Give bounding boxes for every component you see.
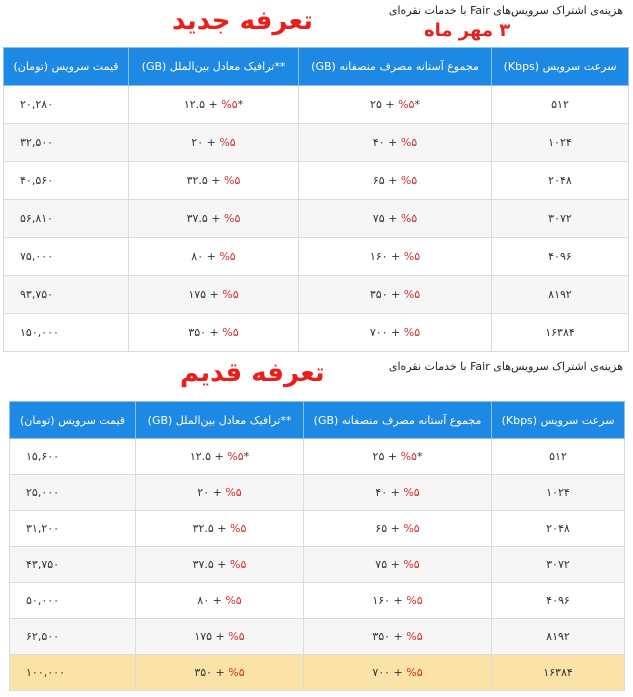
plus-sign: +: [384, 174, 401, 187]
base-value: ۲۰: [197, 486, 210, 499]
percent-extra: %۵: [406, 594, 423, 607]
cell-intl: [129, 314, 299, 352]
fair-value: [375, 558, 419, 571]
cell-speed: ۱۶۳۸۴: [492, 655, 625, 691]
cell-intl: [136, 583, 304, 619]
cell-price: ۶۲,۵۰۰: [10, 619, 136, 655]
cell-intl: [129, 124, 299, 162]
fair-value: [372, 666, 422, 679]
cell-fair: [299, 314, 492, 352]
asterisk: *: [416, 450, 423, 463]
plus-sign: +: [387, 558, 404, 571]
table-row: [4, 124, 629, 162]
plus-sign: +: [384, 450, 401, 463]
cell-fair: [299, 276, 492, 314]
plus-sign: +: [390, 630, 407, 643]
intl-value: [197, 486, 241, 499]
cell-intl: [136, 475, 304, 511]
percent-extra: %۵: [222, 288, 239, 301]
base-value: ۳۵۰: [188, 326, 207, 339]
table-row: [4, 314, 629, 352]
cell-price: ۳۲,۵۰۰: [4, 124, 129, 162]
cell-speed: ۴۰۹۶: [492, 583, 625, 619]
intl-value: [193, 558, 247, 571]
cell-fair: [299, 162, 492, 200]
new-tariff-title: تعرفه جدید: [172, 6, 313, 36]
base-value: ۲۰: [191, 136, 204, 149]
base-value: ۳۲.۵: [192, 522, 214, 535]
fair-value: [372, 630, 422, 643]
bottom-caption: هزینه‌ی اشتراک سرویس‌های Fair با خدمات نقره‌ای: [388, 360, 623, 373]
header-speed: سرعت سرویس (Kbps): [492, 402, 625, 439]
old-tariff-title: تعرفه قدیم: [180, 358, 325, 388]
percent-extra: %۵: [400, 450, 417, 463]
plus-sign: +: [213, 522, 231, 535]
cell-intl: [136, 439, 304, 475]
table-row: [4, 162, 629, 200]
cell-speed: ۵۱۲: [492, 439, 625, 475]
intl-value: [197, 594, 241, 607]
intl-value: [194, 666, 244, 679]
header-intl-traffic: **ترافیک معادل بین‌الملل (GB): [129, 48, 299, 86]
cell-speed: ۱۰۲۴: [492, 124, 629, 162]
table-row: [4, 238, 629, 276]
fair-value: [370, 288, 420, 301]
plus-sign: +: [209, 594, 226, 607]
percent-extra: %۵: [400, 212, 418, 225]
plus-sign: +: [384, 136, 401, 149]
percent-extra: %۵: [403, 522, 420, 535]
percent-extra: %۵: [224, 174, 241, 187]
base-value: ۸۰: [197, 594, 210, 607]
percent-extra: %۵: [400, 136, 418, 149]
intl-value: [187, 212, 241, 225]
percent-extra: %۵: [403, 558, 420, 571]
cell-speed: ۸۱۹۲: [492, 276, 629, 314]
base-value: ۷۰۰: [372, 666, 391, 679]
header-price: قیمت سرویس (تومان): [10, 402, 136, 439]
base-value: ۱۲.۵: [189, 450, 212, 463]
plus-sign: +: [384, 212, 401, 225]
percent-extra: %۵: [230, 558, 247, 571]
table-header-row: [4, 48, 629, 86]
plus-sign: +: [390, 666, 407, 679]
table-row: [10, 547, 625, 583]
base-value: ۱۷۵: [188, 288, 207, 301]
intl-value: [190, 450, 249, 463]
date-label: ۳ مهر ماه: [424, 20, 511, 41]
plus-sign: +: [387, 326, 404, 339]
intl-value: [193, 522, 247, 535]
base-value: ۱۶۰: [372, 594, 391, 607]
fair-value: [372, 594, 422, 607]
cell-fair: [304, 583, 492, 619]
percent-extra: %۵: [219, 136, 236, 149]
percent-extra: %۵: [403, 486, 420, 499]
intl-value: [191, 250, 235, 263]
base-value: ۱۷۵: [194, 630, 213, 643]
plus-sign: +: [209, 486, 226, 499]
base-value: ۲۵: [370, 98, 382, 111]
base-value: ۴۰: [372, 136, 385, 149]
cell-intl: [129, 86, 299, 124]
table-row: [10, 475, 625, 511]
percent-extra: %۵: [225, 486, 242, 499]
plus-sign: +: [213, 558, 231, 571]
base-value: ۳۵۰: [369, 288, 388, 301]
cell-speed: ۵۱۲: [492, 86, 629, 124]
percent-extra: %۵: [224, 212, 241, 225]
percent-extra: %۵: [398, 98, 415, 111]
percent-extra: %۵: [406, 630, 423, 643]
plus-sign: +: [203, 136, 220, 149]
table-row: [10, 619, 625, 655]
percent-extra: %۵: [219, 250, 236, 263]
percent-extra: %۵: [228, 666, 245, 679]
intl-value: [194, 630, 244, 643]
table-row: [4, 276, 629, 314]
cell-speed: ۴۰۹۶: [492, 238, 629, 276]
plus-sign: +: [207, 174, 225, 187]
base-value: ۷۵: [375, 558, 388, 571]
fair-value: [370, 326, 420, 339]
cell-fair: [304, 655, 492, 691]
cell-fair: [304, 619, 492, 655]
intl-value: [187, 174, 241, 187]
plus-sign: +: [211, 450, 228, 463]
intl-value: [188, 288, 238, 301]
percent-extra: %۵: [230, 522, 247, 535]
plus-sign: +: [212, 666, 229, 679]
percent-extra: %۵: [403, 326, 421, 339]
header-speed: سرعت سرویس (Kbps): [492, 48, 629, 86]
intl-value: [184, 98, 243, 111]
cell-intl: [129, 200, 299, 238]
cell-speed: ۸۱۹۲: [492, 619, 625, 655]
cell-fair: [304, 547, 492, 583]
table-row: [10, 439, 625, 475]
plus-sign: +: [387, 250, 404, 263]
base-value: ۴۰: [375, 486, 388, 499]
cell-intl: [136, 655, 304, 691]
cell-intl: [129, 276, 299, 314]
base-value: ۲۵: [372, 450, 385, 463]
cell-fair: [304, 475, 492, 511]
header-intl-traffic: **ترافیک معادل بین‌الملل (GB): [136, 402, 304, 439]
cell-speed: ۲۰۴۸: [492, 162, 629, 200]
cell-fair: [299, 238, 492, 276]
fair-value: [373, 450, 423, 463]
intl-value: [188, 326, 238, 339]
cell-price: ۲۵,۰۰۰: [10, 475, 136, 511]
intl-value: [191, 136, 235, 149]
base-value: ۳۷.۵: [192, 558, 214, 571]
percent-extra: %۵: [222, 326, 239, 339]
fair-value: [370, 98, 420, 111]
table-row: [10, 655, 625, 691]
plus-sign: +: [206, 326, 223, 339]
fair-value: [373, 136, 417, 149]
base-value: ۱۲.۵: [183, 98, 206, 111]
cell-intl: [136, 547, 304, 583]
cell-price: ۷۵,۰۰۰: [4, 238, 129, 276]
cell-intl: [136, 511, 304, 547]
plus-sign: +: [205, 98, 222, 111]
plus-sign: +: [206, 288, 223, 301]
base-value: ۸۰: [191, 250, 204, 263]
cell-price: ۳۱,۲۰۰: [10, 511, 136, 547]
base-value: ۳۷.۵: [186, 212, 208, 225]
plus-sign: +: [387, 288, 404, 301]
cell-speed: ۱۰۲۴: [492, 475, 625, 511]
base-value: ۷۵: [372, 212, 385, 225]
percent-extra: %۵: [225, 594, 242, 607]
plus-sign: +: [212, 630, 229, 643]
cell-fair: [304, 511, 492, 547]
fair-value: [373, 174, 417, 187]
cell-fair: [299, 124, 492, 162]
cell-speed: ۱۶۳۸۴: [492, 314, 629, 352]
fair-value: [375, 522, 419, 535]
table-row: [4, 86, 629, 124]
base-value: ۳۵۰: [372, 630, 391, 643]
plus-sign: +: [203, 250, 220, 263]
fair-value: [375, 486, 419, 499]
cell-fair: [299, 86, 492, 124]
header-fair-threshold: مجموع آستانه مصرف منصفانه (GB): [299, 48, 492, 86]
percent-extra: %۵: [227, 450, 244, 463]
asterisk: *: [237, 98, 244, 111]
percent-extra: %۵: [403, 250, 421, 263]
cell-fair: [304, 439, 492, 475]
new-tariff-table: [3, 47, 629, 352]
base-value: ۳۲.۵: [186, 174, 208, 187]
cell-fair: [299, 200, 492, 238]
percent-extra: %۵: [221, 98, 238, 111]
percent-extra: %۵: [228, 630, 245, 643]
cell-speed: ۳۰۷۲: [492, 547, 625, 583]
cell-price: ۱۵۰,۰۰۰: [4, 314, 129, 352]
base-value: ۶۵: [372, 174, 385, 187]
cell-price: ۵۰,۰۰۰: [10, 583, 136, 619]
plus-sign: +: [390, 594, 407, 607]
cell-price: ۲۰,۲۸۰: [4, 86, 129, 124]
base-value: ۷۰۰: [369, 326, 388, 339]
cell-price: ۵۶,۸۱۰: [4, 200, 129, 238]
cell-intl: [129, 238, 299, 276]
percent-extra: %۵: [403, 288, 421, 301]
percent-extra: %۵: [400, 174, 418, 187]
table-header-row: [10, 402, 625, 439]
percent-extra: %۵: [406, 666, 423, 679]
top-caption: هزینه‌ی اشتراک سرویس‌های Fair با خدمات نقره‌ای: [388, 4, 623, 17]
cell-intl: [129, 162, 299, 200]
cell-price: ۱۵,۶۰۰: [10, 439, 136, 475]
cell-price: ۴۳,۷۵۰: [10, 547, 136, 583]
asterisk: *: [243, 450, 250, 463]
fair-value: [373, 212, 417, 225]
cell-price: ۹۳,۷۵۰: [4, 276, 129, 314]
asterisk: *: [414, 98, 420, 111]
cell-price: ۴۰,۵۶۰: [4, 162, 129, 200]
plus-sign: +: [207, 212, 225, 225]
header-fair-threshold: مجموع آستانه مصرف منصفانه (GB): [304, 402, 492, 439]
plus-sign: +: [387, 522, 404, 535]
cell-intl: [136, 619, 304, 655]
base-value: ۳۵۰: [194, 666, 213, 679]
table-row: [10, 583, 625, 619]
base-value: ۱۶۰: [369, 250, 388, 263]
old-tariff-table: [9, 401, 625, 691]
plus-sign: +: [381, 98, 399, 111]
cell-speed: ۲۰۴۸: [492, 511, 625, 547]
cell-price: ۱۰۰,۰۰۰: [10, 655, 136, 691]
plus-sign: +: [387, 486, 404, 499]
table-row: [4, 200, 629, 238]
header-price: قیمت سرویس (تومان): [4, 48, 129, 86]
cell-speed: ۳۰۷۲: [492, 200, 629, 238]
fair-value: [370, 250, 420, 263]
base-value: ۶۵: [375, 522, 388, 535]
table-row: [10, 511, 625, 547]
